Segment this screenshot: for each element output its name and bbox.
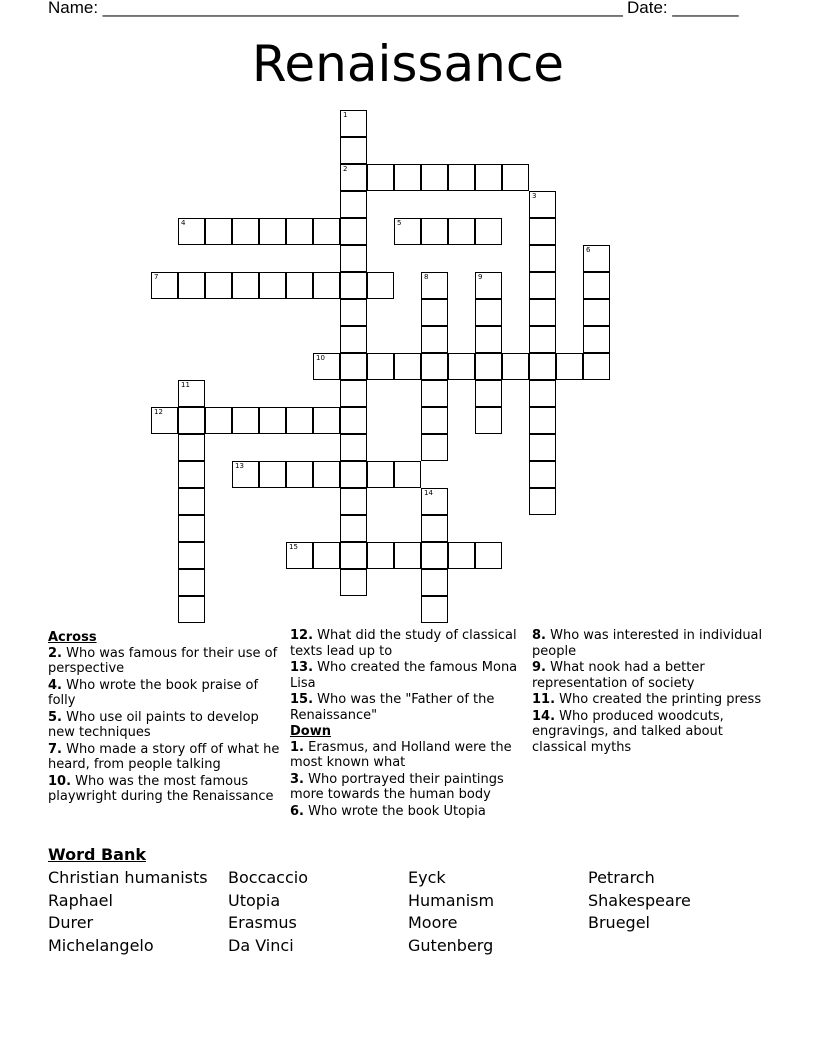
clue-across-15: 15. Who was the "Father of the Renaissance" (290, 692, 495, 723)
date-field-label: Date: _______ (627, 0, 739, 17)
crossword-cell[interactable] (340, 515, 367, 542)
crossword-cell[interactable] (529, 191, 556, 218)
cell-number: 15 (289, 543, 298, 551)
word-bank-word: Michelangelo (48, 936, 154, 955)
clue-across-7: 7. Who made a story off of what he heard, from people talking (48, 741, 280, 772)
clue-across-12: 12. What did the study of classical texts lead up to (290, 628, 517, 659)
word-bank-word: Bruegel (588, 913, 650, 932)
clue-across-5: 5. Who use oil paints to develop new techniques (48, 709, 259, 740)
clues-column-1 (48, 628, 288, 806)
crossword-cell[interactable] (259, 461, 286, 488)
crossword-cell[interactable] (529, 272, 556, 299)
crossword-cell[interactable] (502, 353, 529, 380)
crossword-cell[interactable] (529, 434, 556, 461)
crossword-cell[interactable] (286, 407, 313, 434)
crossword-cell[interactable] (178, 569, 205, 596)
crossword-cell[interactable] (367, 353, 394, 380)
crossword-cell[interactable] (421, 515, 448, 542)
crossword-cell[interactable] (421, 380, 448, 407)
clue-down-1: 1. Erasmus, and Holland were the most known what (290, 739, 512, 770)
cell-number: 12 (154, 408, 163, 416)
crossword-cell[interactable] (178, 434, 205, 461)
crossword-cell[interactable] (529, 299, 556, 326)
crossword-cell[interactable] (529, 326, 556, 353)
clue-across-4: 4. Who wrote the book praise of folly (48, 677, 259, 708)
crossword-cell[interactable] (367, 542, 394, 569)
crossword-cell[interactable] (475, 272, 502, 299)
cell-number: 13 (235, 462, 244, 470)
crossword-cell[interactable] (313, 353, 340, 380)
crossword-cell[interactable] (178, 218, 205, 245)
across-heading: Across (48, 630, 97, 645)
crossword-cell[interactable] (448, 218, 475, 245)
crossword-cell[interactable] (421, 434, 448, 461)
word-bank-word: Raphael (48, 891, 113, 910)
word-bank-word: Petrarch (588, 868, 655, 887)
clue-down-9: 9. What nook had a better representation of society (532, 660, 705, 691)
crossword-cell[interactable] (313, 218, 340, 245)
crossword-cell[interactable] (367, 164, 394, 191)
crossword-cell[interactable] (448, 353, 475, 380)
crossword-cell[interactable] (421, 542, 448, 569)
crossword-cell[interactable] (313, 272, 340, 299)
crossword-cell[interactable] (583, 326, 610, 353)
crossword-cell[interactable] (394, 218, 421, 245)
crossword-cell[interactable] (151, 272, 178, 299)
crossword-cell[interactable] (151, 407, 178, 434)
clues-column-3 (532, 628, 772, 756)
crossword-cell[interactable] (313, 542, 340, 569)
cell-number: 11 (181, 381, 190, 389)
crossword-cell[interactable] (583, 299, 610, 326)
crossword-cell[interactable] (205, 407, 232, 434)
crossword-cell[interactable] (421, 488, 448, 515)
crossword-cell[interactable] (178, 272, 205, 299)
crossword-cell[interactable] (421, 569, 448, 596)
crossword-cell[interactable] (286, 218, 313, 245)
cell-number: 9 (478, 273, 483, 281)
crossword-cell[interactable] (178, 542, 205, 569)
crossword-cell[interactable] (340, 380, 367, 407)
crossword-cell[interactable] (475, 542, 502, 569)
crossword-cell[interactable] (178, 407, 205, 434)
crossword-cell[interactable] (340, 245, 367, 272)
crossword-cell[interactable] (529, 380, 556, 407)
crossword-cell[interactable] (178, 461, 205, 488)
crossword-cell[interactable] (178, 380, 205, 407)
crossword-cell[interactable] (340, 164, 367, 191)
crossword-cell[interactable] (556, 353, 583, 380)
down-heading: Down (290, 724, 331, 739)
crossword-cell[interactable] (340, 542, 367, 569)
crossword-cell[interactable] (394, 542, 421, 569)
clue-across-2: 2. Who was famous for their use of perspective (48, 645, 278, 676)
clue-down-3: 3. Who portrayed their paintings more towards the human body (290, 771, 504, 802)
crossword-cell[interactable] (178, 488, 205, 515)
crossword-cell[interactable] (475, 164, 502, 191)
page-title: Renaissance (251, 35, 565, 93)
crossword-cell[interactable] (340, 488, 367, 515)
crossword-cell[interactable] (259, 272, 286, 299)
crossword-cell[interactable] (394, 353, 421, 380)
word-bank-word: Humanism (408, 891, 495, 910)
crossword-cell[interactable] (448, 164, 475, 191)
crossword-cell[interactable] (367, 461, 394, 488)
cell-number: 4 (181, 219, 186, 227)
clue-down-14: 14. Who produced woodcuts, engravings, and talked about classical myths (532, 708, 724, 755)
word-bank-word: Da Vinci (228, 936, 294, 955)
crossword-cell[interactable] (232, 461, 259, 488)
crossword-cell[interactable] (340, 461, 367, 488)
crossword-cell[interactable] (340, 137, 367, 164)
crossword-cell[interactable] (340, 407, 367, 434)
crossword-cell[interactable] (340, 272, 367, 299)
crossword-cell[interactable] (421, 299, 448, 326)
cell-number: 14 (424, 489, 433, 497)
cell-number: 5 (397, 219, 402, 227)
crossword-cell[interactable] (367, 272, 394, 299)
crossword-cell[interactable] (529, 407, 556, 434)
crossword-cell[interactable] (340, 191, 367, 218)
crossword-cell[interactable] (529, 218, 556, 245)
clue-down-8: 8. Who was interested in individual people (532, 628, 763, 659)
crossword-cell[interactable] (475, 380, 502, 407)
crossword-cell[interactable] (529, 245, 556, 272)
crossword-cell[interactable] (232, 272, 259, 299)
crossword-cell[interactable] (583, 245, 610, 272)
clue-down-6: 6. Who wrote the book Utopia (290, 803, 486, 819)
name-field-label: Name: _______________________________________________________ (48, 0, 623, 17)
word-bank-word: Eyck (408, 868, 446, 887)
crossword-cell[interactable] (313, 407, 340, 434)
crossword-cell[interactable] (232, 407, 259, 434)
crossword-cell[interactable] (259, 407, 286, 434)
word-bank-word: Durer (48, 913, 94, 932)
crossword-cell[interactable] (583, 272, 610, 299)
crossword-cell[interactable] (475, 407, 502, 434)
crossword-cell[interactable] (475, 326, 502, 353)
crossword-cell[interactable] (421, 272, 448, 299)
crossword-cell[interactable] (529, 461, 556, 488)
word-bank-heading: Word Bank (48, 845, 147, 864)
crossword-cell[interactable] (313, 461, 340, 488)
crossword-cell[interactable] (421, 353, 448, 380)
crossword-cell[interactable] (178, 515, 205, 542)
cell-number: 3 (532, 192, 537, 200)
crossword-cell[interactable] (394, 461, 421, 488)
crossword-cell[interactable] (178, 596, 205, 623)
crossword-cell[interactable] (529, 353, 556, 380)
crossword-cell[interactable] (286, 272, 313, 299)
crossword-cell[interactable] (340, 326, 367, 353)
crossword-cell[interactable] (421, 218, 448, 245)
crossword-cell[interactable] (205, 272, 232, 299)
crossword-cell[interactable] (421, 407, 448, 434)
crossword-cell[interactable] (583, 353, 610, 380)
crossword-cell[interactable] (394, 164, 421, 191)
crossword-cell[interactable] (340, 299, 367, 326)
crossword-cell[interactable] (340, 434, 367, 461)
crossword-cell[interactable] (205, 218, 232, 245)
cell-number: 8 (424, 273, 429, 281)
word-bank-word: Moore (408, 913, 458, 932)
crossword-cell[interactable] (340, 110, 367, 137)
cell-number: 10 (316, 354, 325, 362)
word-bank-word: Erasmus (228, 913, 297, 932)
crossword-cell[interactable] (502, 164, 529, 191)
crossword-cell[interactable] (340, 569, 367, 596)
word-bank-word: Gutenberg (408, 936, 494, 955)
word-bank-word: Shakespeare (588, 891, 691, 910)
crossword-cell[interactable] (421, 326, 448, 353)
crossword-cell[interactable] (475, 218, 502, 245)
cell-number: 2 (343, 165, 348, 173)
cell-number: 1 (343, 111, 348, 119)
crossword-cell[interactable] (529, 488, 556, 515)
crossword-cell[interactable] (448, 542, 475, 569)
clues-column-2 (290, 628, 520, 820)
crossword-cell[interactable] (340, 218, 367, 245)
word-bank-word: Utopia (228, 891, 281, 910)
crossword-cell[interactable] (259, 218, 286, 245)
crossword-cell[interactable] (340, 353, 367, 380)
word-bank-word: Boccaccio (228, 868, 308, 887)
crossword-cell[interactable] (286, 542, 313, 569)
crossword-cell[interactable] (421, 596, 448, 623)
clue-across-10: 10. Who was the most famous playwright during the Renaissance (48, 773, 274, 804)
word-bank-word: Christian humanists (48, 868, 208, 887)
clue-across-13: 13. Who created the famous Mona Lisa (290, 660, 518, 691)
cell-number: 7 (154, 273, 159, 281)
crossword-cell[interactable] (421, 164, 448, 191)
clue-down-11: 11. Who created the printing press (532, 692, 762, 707)
crossword-cell[interactable] (232, 218, 259, 245)
crossword-cell[interactable] (475, 299, 502, 326)
crossword-cell[interactable] (475, 353, 502, 380)
cell-number: 6 (586, 246, 591, 254)
crossword-cell[interactable] (286, 461, 313, 488)
